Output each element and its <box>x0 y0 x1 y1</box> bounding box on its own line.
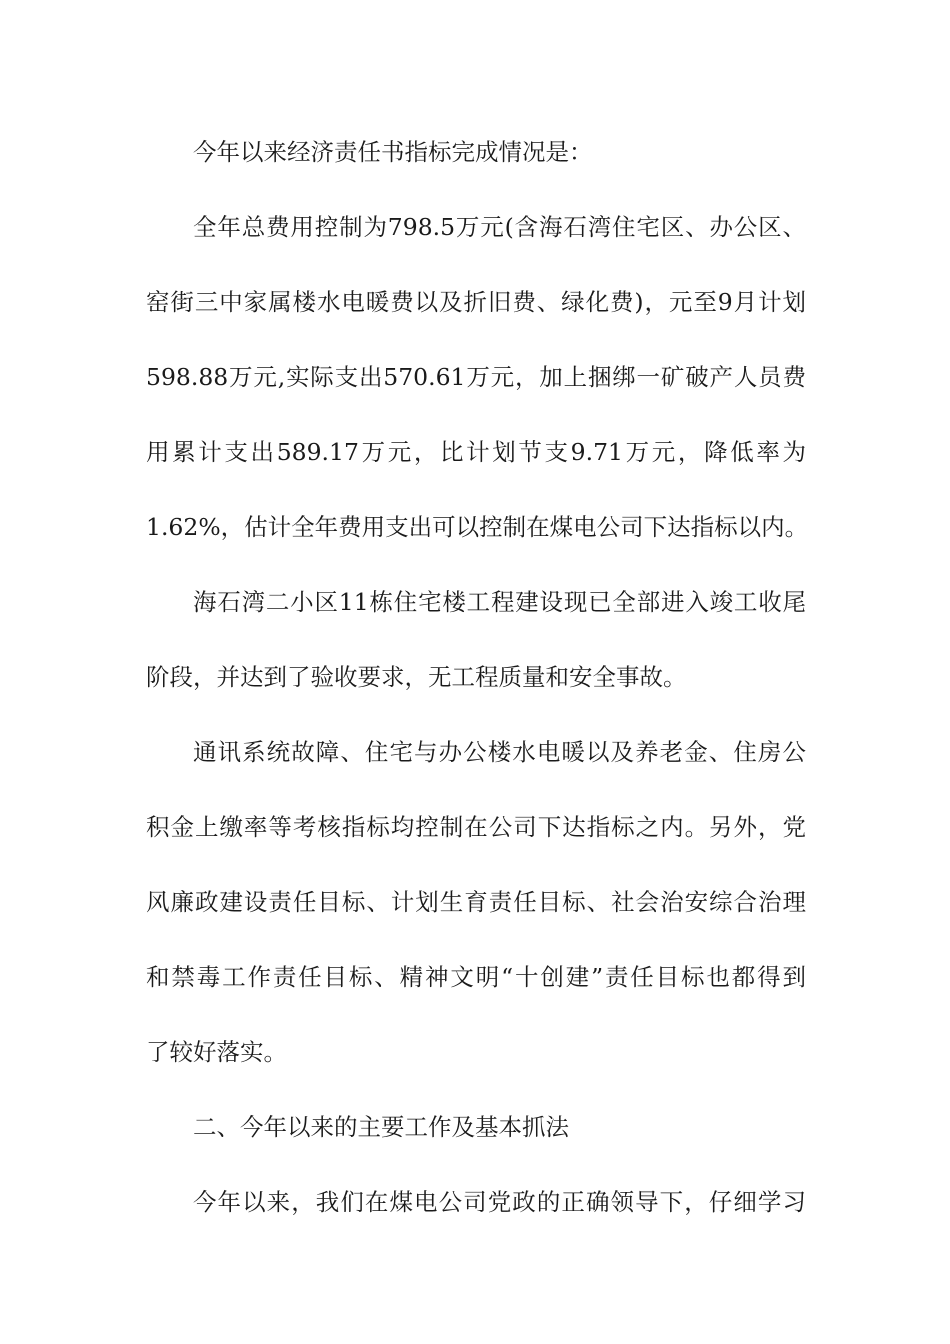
paragraph-line: 今年以来经济责任书指标完成情况是： <box>193 138 593 166</box>
paragraph-line: 598.88万元,实际支出570.61万元，加上捆绑一矿破产人员费 <box>146 363 806 391</box>
section-heading: 二、今年以来的主要工作及基本抓法 <box>193 1113 569 1141</box>
paragraph-line: 积金上缴率等考核指标均控制在公司下达指标之内。另外，党 <box>146 813 806 841</box>
paragraph-line: 全年总费用控制为798.5万元(含海石湾住宅区、办公区、 <box>193 213 806 241</box>
paragraph-line: 1.62%，估计全年费用支出可以控制在煤电公司下达指标以内。 <box>146 513 809 541</box>
paragraph-line: 风廉政建设责任目标、计划生育责任目标、社会治安综合治理 <box>146 888 806 916</box>
paragraph-line: 海石湾二小区11栋住宅楼工程建设现已全部进入竣工收尾 <box>193 588 806 616</box>
paragraph-line: 窑街三中家属楼水电暖费以及折旧费、绿化费)，元至9月计划 <box>146 288 806 316</box>
paragraph-line: 今年以来，我们在煤电公司党政的正确领导下，仔细学习 <box>193 1188 806 1216</box>
paragraph-line: 了较好落实。 <box>146 1038 287 1066</box>
paragraph-line: 阶段，并达到了验收要求，无工程质量和安全事故。 <box>146 663 687 691</box>
paragraph-line: 通讯系统故障、住宅与办公楼水电暖以及养老金、住房公 <box>193 738 806 766</box>
paragraph-line: 和禁毒工作责任目标、精神文明“十创建”责任目标也都得到 <box>146 963 806 991</box>
paragraph-line: 用累计支出589.17万元，比计划节支9.71万元，降低率为 <box>146 438 806 466</box>
